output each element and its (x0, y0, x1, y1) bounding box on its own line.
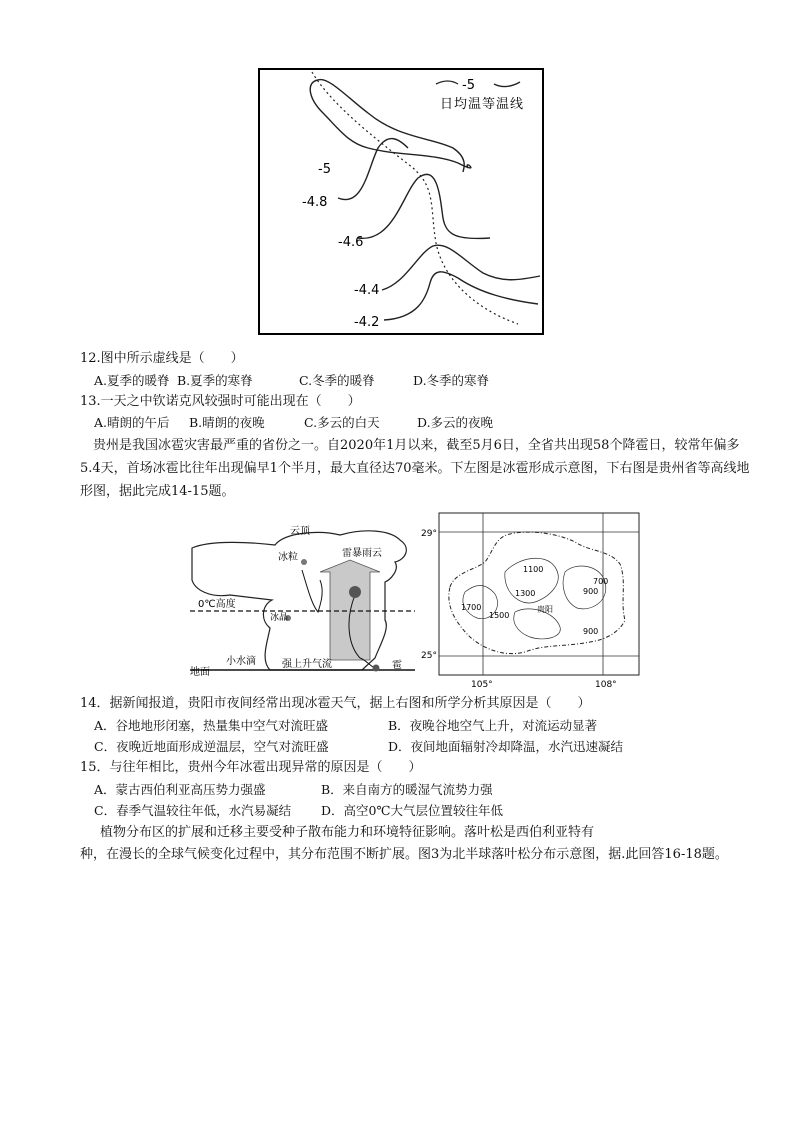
q14-option-c[interactable]: C．夜晚近地面形成逆温层，空气对流旺盛 (94, 739, 329, 754)
q13-option-a[interactable]: A.晴朗的午后 (94, 415, 170, 430)
q13-stem: 13.一天之中钦诺克风较强时可能出现在（ ） (80, 394, 361, 409)
label-minus42: -4.2 (354, 315, 380, 330)
guizhou-contour-figure (415, 512, 640, 690)
label-lon-108: 108° (595, 680, 617, 690)
isotherm-map (258, 68, 544, 335)
map-frame (439, 513, 639, 675)
q12-option-a[interactable]: A.夏季的暖脊 (94, 373, 170, 388)
label-minus48: -4.8 (302, 195, 328, 210)
passage-larch-line1: 植物分布区的扩展和迁移主要受种子散布能力和环境特征影响。落叶松是西伯利亚特有 (100, 825, 595, 840)
q13-option-d[interactable]: D.多云的夜晚 (417, 415, 494, 430)
passage-larch-rest: 种，在漫长的全球气候变化过程中，其分布范围不断扩展。图3为北半球落叶松分布示意图，据.此回答16-18题。 (80, 847, 728, 862)
contour-label-900-east: 900 (583, 587, 599, 596)
q13-option-c[interactable]: C.多云的白天 (304, 415, 380, 430)
q12-option-c[interactable]: C.冬季的暖脊 (299, 373, 375, 388)
contour-label-900-south: 900 (583, 627, 599, 636)
label-minus46: -4.6 (338, 235, 364, 250)
label-updraft: 强上升气流 (282, 659, 332, 670)
contour-label-700: 700 (593, 577, 609, 586)
label-lon-105: 105° (471, 680, 493, 690)
q15-option-c[interactable]: C．春季气温较往年低，水汽易凝结 (94, 803, 292, 818)
q15-option-d[interactable]: D．高空0℃大气层位置较往年低 (321, 803, 503, 818)
contour-label-1100: 1100 (523, 565, 544, 574)
ice-grain-dot (301, 559, 307, 565)
label-ice-crystal: 冰晶 (270, 613, 289, 623)
q14-option-d[interactable]: D．夜间地面辐射冷却降温，水汽迅速凝结 (388, 739, 624, 754)
hail-formation-figure (190, 520, 415, 680)
label-ground: 地面 (190, 667, 210, 678)
hail-stone-large (349, 586, 361, 598)
label-minus44: -4.4 (354, 283, 380, 298)
contour-label-1700: 1700 (461, 603, 482, 612)
guizhou-contour-map (415, 512, 640, 690)
q14-stem: 14．据新闻报道，贵阳市夜间经常出现冰雹天气，据上右图和所学分析其原因是（ ） (80, 696, 591, 711)
hail-stone-ground (373, 665, 380, 672)
contour-label-1500: 1500 (489, 611, 510, 620)
label-cloud-top: 云顶 (290, 526, 310, 537)
q15-option-b[interactable]: B．来自南方的暖湿气流势力强 (321, 782, 493, 797)
passage-guizhou-hail: 贵州是我国冰雹灾害最严重的省份之一。自2020年1月以来，截至5月6日，全省共出现58个降雹日，较常年偏多5.4天，首场冰雹比往年出现偏早1个半月，最大直径达70毫米。下左图是冰雹形成示意图，下右图是贵州省等高线地形图，据此完成14-15题。 (80, 438, 750, 499)
hail-diagram (190, 520, 415, 680)
label-minus5: -5 (318, 162, 331, 177)
label-lat-25: 25° (421, 651, 437, 661)
q15-option-a[interactable]: A．蒙古西伯利亚高压势力强盛 (94, 782, 266, 797)
legend-value: -5 (462, 78, 475, 93)
label-hail: 雹 (392, 660, 402, 671)
label-droplet: 小水滴 (226, 656, 256, 667)
legend-title: 日均温等温线 (440, 97, 525, 112)
contour-label-1300: 1300 (515, 589, 536, 598)
contour-label-guiyang: 贵阳 (537, 605, 553, 614)
q15-stem: 15．与往年相比，贵州今年冰雹出现异常的原因是（ ） (80, 760, 422, 775)
q12-option-d[interactable]: D.冬季的寒脊 (413, 373, 490, 388)
isotherm-figure (258, 68, 544, 335)
label-zero-height: 0℃高度 (198, 599, 236, 610)
q12-stem: 12.图中所示虚线是（ ） (80, 351, 244, 366)
label-lat-29: 29° (421, 529, 437, 539)
q14-option-b[interactable]: B．夜晚谷地空气上升，对流运动显著 (388, 718, 598, 733)
q14-option-a[interactable]: A．谷地地形闭塞，热量集中空气对流旺盛 (94, 718, 329, 733)
q13-option-b[interactable]: B.晴朗的夜晚 (189, 415, 265, 430)
label-storm-cloud: 雷暴雨云 (342, 548, 382, 559)
label-ice-grain: 冰粒 (278, 552, 298, 563)
q12-option-b[interactable]: B.夏季的寒脊 (177, 373, 253, 388)
